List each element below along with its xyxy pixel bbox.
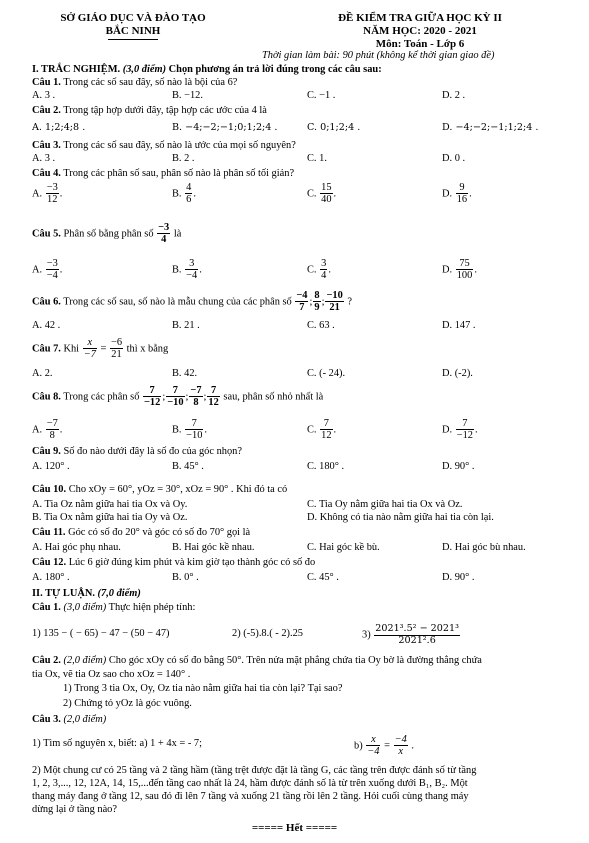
question-text-tail: là: [173, 228, 182, 240]
part-number: 3): [362, 629, 371, 641]
essay-3-part-2-line-4: dừng lại ở tầng nào?: [32, 804, 117, 815]
question-label: Câu 7.: [32, 343, 61, 355]
fraction-numerator: 3: [321, 258, 327, 269]
header-underline: [108, 39, 158, 40]
question-label: Câu 8.: [32, 391, 61, 403]
essay-points: (2,0 điểm): [63, 655, 107, 666]
option-d: D. $\frac{9}{16}$ .: [442, 182, 472, 206]
question-1: [32, 77, 562, 89]
question-text-tail: sau, phân số nhỏ nhất là: [223, 391, 324, 403]
fraction-numerator: −7: [190, 385, 202, 396]
option-c: C. 1.: [307, 153, 327, 164]
fraction-denominator: 4: [321, 270, 327, 282]
essay-1: [32, 602, 562, 614]
fraction-denominator: 16: [456, 194, 468, 206]
equals-sign: =: [384, 740, 390, 752]
fraction-numerator: −4: [394, 734, 407, 745]
option-b: B. 45° .: [172, 461, 204, 472]
fraction-denominator: 6: [186, 194, 192, 206]
option-c: C. Hai góc kề bù.: [307, 542, 380, 553]
option-b: B. 0° .: [172, 572, 199, 583]
question-11: [32, 527, 562, 539]
option-letter: A.: [32, 264, 43, 276]
school-year: NĂM HỌC: 2020 - 2021: [363, 25, 477, 38]
question-2: [32, 105, 562, 117]
fraction-denominator: −4: [46, 270, 58, 282]
essay-text: Cho góc xOy có số đo bằng 50°. Trên nửa mặt phẳng chứa tia Oy bờ là đường thẳng chứa: [108, 655, 482, 666]
part-number: b): [354, 740, 363, 752]
question-10: [32, 484, 562, 496]
header-right: [300, 12, 540, 52]
question-label: Câu 1.: [32, 77, 61, 88]
essay-1-part-3: [362, 624, 461, 646]
fraction-denominator: 100: [456, 270, 473, 282]
fraction-numerator: −6: [110, 337, 123, 348]
fraction-numerator: −3: [46, 182, 58, 193]
essay-2-line-2: tia Ox, vẽ tia Oz sao cho xOz = 140° .: [32, 669, 191, 680]
question-text: Cho xOy = 60°, yOz = 30°, xOz = 90° . Khi đó ta có: [68, 484, 288, 495]
question-text: Số đo nào dưới đây là số đo của góc nhọn?: [63, 446, 242, 457]
option-c: C. (- 24).: [307, 368, 346, 379]
option-c: C. 180° .: [307, 461, 345, 472]
fraction-numerator: −4: [296, 290, 308, 301]
question-label: Câu 6.: [32, 296, 61, 308]
part1-points: (3,0 điểm): [122, 64, 167, 75]
fraction-numerator: 15: [321, 182, 332, 193]
fraction-denominator: 12: [321, 430, 332, 442]
essay-2: [32, 655, 562, 667]
essay-2-part-1: 1) Trong 3 tia Ox, Oy, Oz tia nào nằm giữa hai tia còn lại? Tại sao?: [63, 683, 343, 694]
end-marker: ===== Hết =====: [251, 822, 338, 834]
dept-name: SỞ GIÁO DỤC VÀ ĐÀO TẠO: [60, 12, 206, 24]
fraction-denominator: 12: [208, 397, 219, 409]
option-d: D. −4;−2;−1;1;2;4 .: [442, 122, 539, 133]
essay-1-part-2: 2) (-5).8.( - 2).25: [232, 628, 303, 639]
fraction-numerator: 7: [166, 385, 184, 397]
option-letter: D.: [442, 188, 453, 200]
option-c: C. −1 .: [307, 90, 336, 101]
option-d: D. 0 .: [442, 153, 466, 164]
option-d: D. Hai góc bù nhau.: [442, 542, 526, 553]
fraction-numerator: −3: [158, 222, 170, 233]
part2-title: II. TỰ LUẬN.: [32, 588, 95, 599]
essay-3-part-2-line-1: 2) Một chung cư có 25 tầng và 2 tầng hầm (tầng trệt được đặt là tầng G, các tầng trên được đánh số từ tầng: [32, 765, 477, 776]
question-text: Trong các phân số: [63, 391, 140, 403]
option-c: C. 63 .: [307, 320, 335, 331]
question-text: Trong tập hợp dưới đây, tập hợp các ước của 4 là: [63, 105, 267, 116]
fraction-numerator: 7: [143, 385, 161, 397]
question-8: Câu 8. Trong các phân số $\frac{7}{-12}$ ; $\frac{7}{-10}$ ; $\frac{-7}{8}$ ; $\frac{7}{12}$ sau, phân số nhỏ nhất là: [32, 385, 324, 409]
essay-label: Câu 2.: [32, 655, 61, 666]
option-d: D. $\frac{75}{100}$ .: [442, 258, 477, 282]
question-label: Câu 4.: [32, 168, 61, 179]
option-b: B. 2 .: [172, 153, 195, 164]
option-letter: D.: [442, 424, 453, 436]
option-a: A. 120° .: [32, 461, 70, 472]
question-text: Phân số bằng phân số: [63, 228, 154, 240]
subject: Môn: Toán - Lớp 6: [375, 38, 465, 51]
question-text: Trong các phân số sau, phân số nào là phân số tối giản?: [63, 168, 295, 179]
essay-1-part-1: 1) 135 − ( − 65) − 47 − (50 − 47): [32, 628, 170, 639]
fraction-numerator: 4: [186, 182, 192, 193]
option-d: D. 90° .: [442, 461, 475, 472]
option-c: C. $\frac{7}{12}$ .: [307, 418, 337, 442]
fraction-numerator: −3: [46, 258, 58, 269]
part1-instruction: Chọn phương án trả lời đúng trong các câu sau:: [168, 64, 382, 75]
essay-points: (3,0 điểm): [63, 602, 107, 613]
question-text: Trong các số sau, số nào là mẫu chung của các phân số: [63, 296, 292, 308]
question-label: Câu 11.: [32, 527, 66, 538]
option-a: A. Tia Oz nằm giữa hai tia Ox và Oy.: [32, 499, 188, 510]
fraction-numerator: x: [366, 734, 380, 746]
part1-title: I. TRẮC NGHIỆM.: [32, 64, 121, 75]
question-6: Câu 6. Trong các số sau, số nào là mẫu chung của các phân số $\frac{-4}{7}$ ; $\frac{8}{9}$ ; $\frac{-10}{21}$ ?: [32, 290, 352, 314]
question-text: Góc có số đo 20° và góc có số đo 70° gọi là: [68, 527, 251, 538]
option-a: A. $\frac{-7}{8}$ .: [32, 418, 63, 442]
option-b: B. 21 .: [172, 320, 200, 331]
option-a: A. 180° .: [32, 572, 70, 583]
question-label: Câu 10.: [32, 484, 67, 495]
fraction-denominator: 9: [314, 302, 320, 314]
question-label: Câu 5.: [32, 228, 61, 240]
question-text-tail: thì x bằng: [126, 343, 169, 355]
question-9: [32, 446, 562, 458]
essay-3-part-1b: b) $\frac{x}{-4}$ = $\frac{-4}{x}$ .: [354, 734, 414, 758]
fraction-denominator: 21: [111, 349, 122, 361]
question-label: Câu 2.: [32, 105, 61, 116]
fraction-denominator: −12: [144, 397, 161, 409]
question-5: [32, 222, 562, 246]
option-d: D. 2 .: [442, 90, 466, 101]
part2-points: (7,0 điểm): [97, 588, 141, 599]
fraction-numerator: x: [83, 337, 97, 349]
question-4: [32, 168, 562, 180]
fraction-denominator: −4: [186, 270, 198, 282]
essay-points: (2,0 điểm): [63, 714, 107, 725]
question-text: Trong các số sau đây, số nào là bội của 6?: [63, 77, 238, 88]
fraction-denominator: 40: [321, 194, 332, 206]
essay-3-part-1a: 1) Tìm số nguyên x, biết: a) 1 + 4x = - 7;: [32, 738, 202, 749]
fraction-numerator: 7: [207, 385, 219, 397]
exam-title: ĐỀ KIỂM TRA GIỮA HỌC KỲ II: [338, 12, 502, 24]
option-d: D. (-2).: [442, 368, 473, 379]
fraction-numerator: 2021³.5² − 2021³: [375, 623, 459, 634]
header-left: [38, 12, 228, 38]
fraction-denominator: −10: [186, 430, 203, 442]
essay-text: Thực hiện phép tính:: [108, 602, 196, 613]
option-b: B. $\frac{3}{-4}$ .: [172, 258, 202, 282]
fraction-denominator: −7: [83, 349, 96, 361]
fraction-denominator: x: [398, 746, 403, 758]
essay-label: Câu 1.: [32, 602, 61, 613]
fraction-denominator: −10: [167, 397, 184, 409]
essay-3-part-2-line-3: thang máy đang ở tầng 12, sau đó đi lên 7 tầng và xuống 21 tầng rồi lên 2 tầng. Hỏi cuối cùng thang máy: [32, 791, 469, 802]
option-letter: B.: [172, 188, 182, 200]
question-text: Lúc 6 giờ đúng kim phút và kim giờ tạo thành góc có số đo: [68, 557, 316, 568]
essay-label: Câu 3.: [32, 714, 61, 725]
fraction-denominator: −4: [367, 746, 380, 758]
option-a: A. 2.: [32, 368, 53, 379]
option-c: C. $\frac{3}{4}$ .: [307, 258, 331, 282]
fraction-denominator: 8: [49, 430, 55, 442]
option-a: A. $\frac{-3}{12}$ .: [32, 182, 63, 206]
option-a: A. $\frac{-3}{-4}$ .: [32, 258, 63, 282]
option-d: D. $\frac{7}{-12}$ .: [442, 418, 478, 442]
option-a: A. 3 .: [32, 90, 56, 101]
option-b: B. −4;−2;−1;0;1;2;4 .: [172, 122, 278, 133]
fraction-numerator: 3: [185, 258, 198, 270]
fraction-numerator: 75: [456, 258, 474, 270]
part1-heading: [32, 64, 382, 76]
option-b: B. Hai góc kề nhau.: [172, 542, 255, 553]
option-a: A. Hai góc phụ nhau.: [32, 542, 121, 553]
fraction-numerator: 9: [456, 182, 468, 194]
option-a: A. 42 .: [32, 320, 61, 331]
question-label: Câu 12.: [32, 557, 67, 568]
question-text: Khi: [63, 343, 80, 355]
option-letter: C.: [307, 424, 317, 436]
question-text: Trong các số sau đây, số nào là ước của mọi số nguyên?: [63, 140, 296, 151]
question-3: [32, 140, 562, 152]
fraction-denominator: 7: [299, 302, 305, 314]
option-d: D. 147 .: [442, 320, 476, 331]
option-b: B. $\frac{7}{-10}$ .: [172, 418, 208, 442]
option-b: B. Tia Ox nằm giữa hai tia Oy và Oz.: [32, 512, 188, 523]
fraction-numerator: 8: [314, 290, 320, 301]
essay-3-part-2-line-2: 1, 2, 3,..., 12, 12A, 14, 15,...đến tầng cao nhất là 24, hầm được đánh số là từ trên xuống dưới B₁, B₂. Một: [32, 778, 468, 789]
fraction-denominator: 21: [329, 302, 340, 314]
option-letter: C.: [307, 188, 317, 200]
option-letter: B.: [172, 424, 182, 436]
fraction-numerator: −7: [46, 418, 58, 429]
fraction-numerator: 7: [185, 418, 203, 430]
option-letter: D.: [442, 264, 453, 276]
option-a: A. 3 .: [32, 153, 56, 164]
exam-time: Thời gian làm bài: 90 phút (không kể thời gian giao đề): [262, 50, 495, 61]
fraction-numerator: 7: [320, 418, 332, 430]
question-label: Câu 3.: [32, 140, 61, 151]
option-letter: A.: [32, 188, 43, 200]
option-c: C. Tia Oy nằm giữa hai tia Ox và Oz.: [307, 499, 463, 510]
option-b: B. 42.: [172, 368, 198, 379]
fraction-denominator: 2021².6: [398, 634, 436, 646]
option-c: C. 45° .: [307, 572, 339, 583]
fraction-denominator: 8: [193, 397, 199, 409]
option-b: B. $\frac{4}{6}$ .: [172, 182, 196, 206]
option-a: A. 1;2;4;8 .: [32, 122, 86, 133]
essay-3: [32, 714, 562, 726]
fraction-numerator: 7: [456, 418, 474, 430]
option-c: C. $\frac{15}{40}$ .: [307, 182, 337, 206]
option-letter: B.: [172, 264, 182, 276]
option-d: D. Không có tia nào nằm giữa hai tia còn lại.: [307, 512, 494, 523]
fraction-denominator: 4: [161, 234, 167, 246]
option-b: B. −12.: [172, 90, 203, 101]
province-name: BẮC NINH: [105, 25, 161, 38]
option-d: D. 90° .: [442, 572, 475, 583]
option-c: C. 0;1;2;4 .: [307, 122, 361, 133]
question-label: Câu 9.: [32, 446, 61, 457]
essay-2-part-2: 2) Chứng tỏ yOz là góc vuông.: [63, 698, 192, 709]
option-letter: C.: [307, 264, 317, 276]
part2-heading: [32, 588, 141, 600]
question-7: Câu 7. Khi $\frac{x}{-7}$ = $\frac{-6}{21}$ thì x bằng: [32, 337, 169, 361]
fraction-denominator: 12: [47, 194, 58, 206]
question-12: [32, 557, 562, 569]
option-letter: A.: [32, 424, 43, 436]
fraction-denominator: −12: [456, 430, 473, 442]
fraction-numerator: −10: [326, 290, 343, 301]
